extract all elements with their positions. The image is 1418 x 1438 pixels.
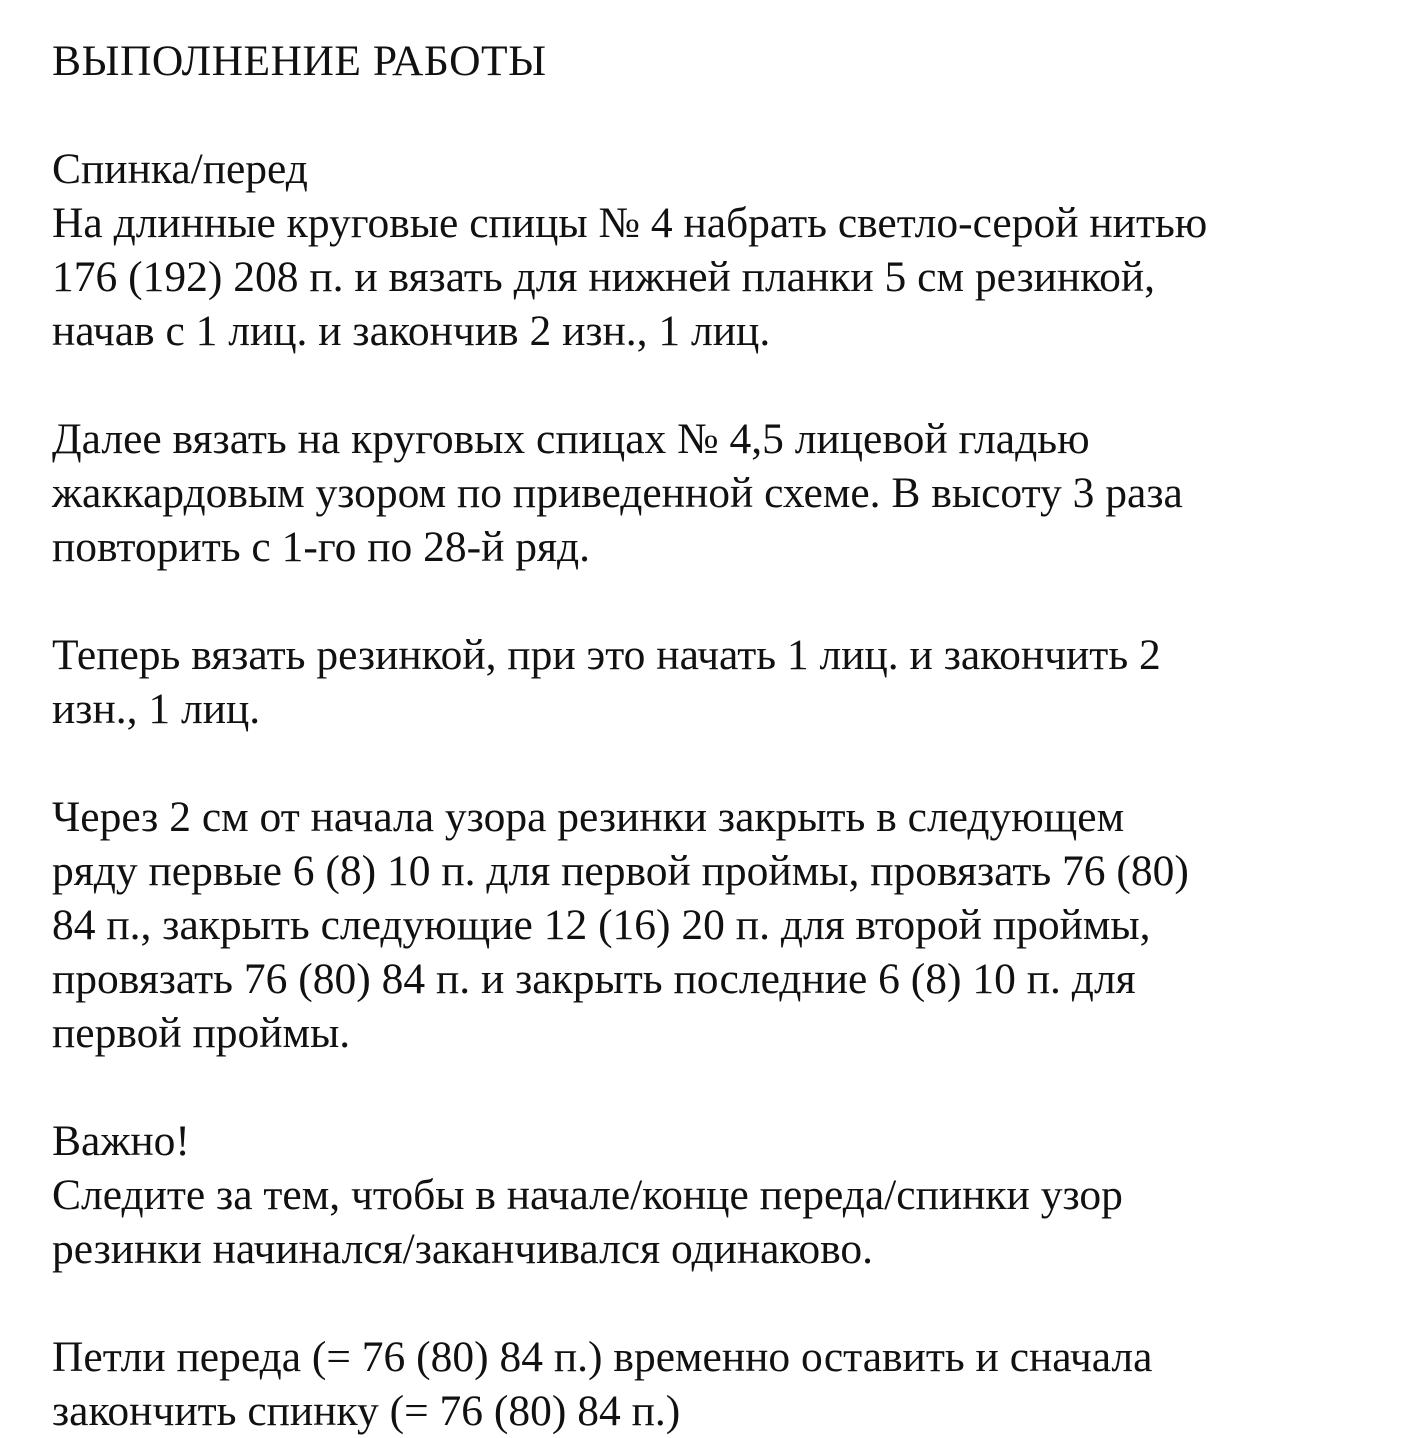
text-line: провязать 76 (80) 84 п. и закрыть последние 6 (8) 10 п. для bbox=[52, 955, 1136, 1003]
text-line: 84 п., закрыть следующие 12 (16) 20 п. для второй проймы, bbox=[52, 901, 1151, 949]
document-page bbox=[52, 34, 1392, 1438]
text-line: изн., 1 лиц. bbox=[52, 685, 261, 733]
text-line: жаккардовым узором по приведенной схеме. В высоту 3 раза bbox=[52, 469, 1183, 517]
spacer bbox=[52, 88, 1392, 142]
text-line: ряду первые 6 (8) 10 п. для первой проймы, провязать 76 (80) bbox=[52, 847, 1189, 895]
text-line: закончить спинку (= 76 (80) 84 п.) bbox=[52, 1387, 681, 1435]
spacer bbox=[52, 1060, 1392, 1114]
text-line: первой проймы. bbox=[52, 1009, 351, 1057]
text-line: На длинные круговые спицы № 4 набрать светло-серой нитью bbox=[52, 199, 1208, 247]
spacer bbox=[52, 358, 1392, 412]
section-heading: Важно! bbox=[52, 1117, 190, 1165]
text-line: Теперь вязать резинкой, при это начать 1 лиц. и закончить 2 bbox=[52, 631, 1161, 679]
text-line: начав с 1 лиц. и закончив 2 изн., 1 лиц. bbox=[52, 307, 771, 355]
text-line: Далее вязать на круговых спицах № 4,5 лицевой гладью bbox=[52, 415, 1090, 463]
text-line: резинки начинался/заканчивался одинаково. bbox=[52, 1225, 873, 1273]
spacer bbox=[52, 1276, 1392, 1330]
text-line: Петли переда (= 76 (80) 84 п.) временно оставить и сначала bbox=[52, 1333, 1153, 1381]
section-heading: Спинка/перед bbox=[52, 145, 308, 193]
spacer bbox=[52, 736, 1392, 790]
text-line: Через 2 см от начала узора резинки закрыть в следующем bbox=[52, 793, 1125, 841]
text-line: Следите за тем, чтобы в начале/конце переда/спинки узор bbox=[52, 1171, 1123, 1219]
document-title: ВЫПОЛНЕНИЕ РАБОТЫ bbox=[52, 37, 547, 85]
text-line: повторить с 1-го по 28-й ряд. bbox=[52, 523, 591, 571]
text-line: 176 (192) 208 п. и вязать для нижней планки 5 см резинкой, bbox=[52, 253, 1156, 301]
spacer bbox=[52, 574, 1392, 628]
